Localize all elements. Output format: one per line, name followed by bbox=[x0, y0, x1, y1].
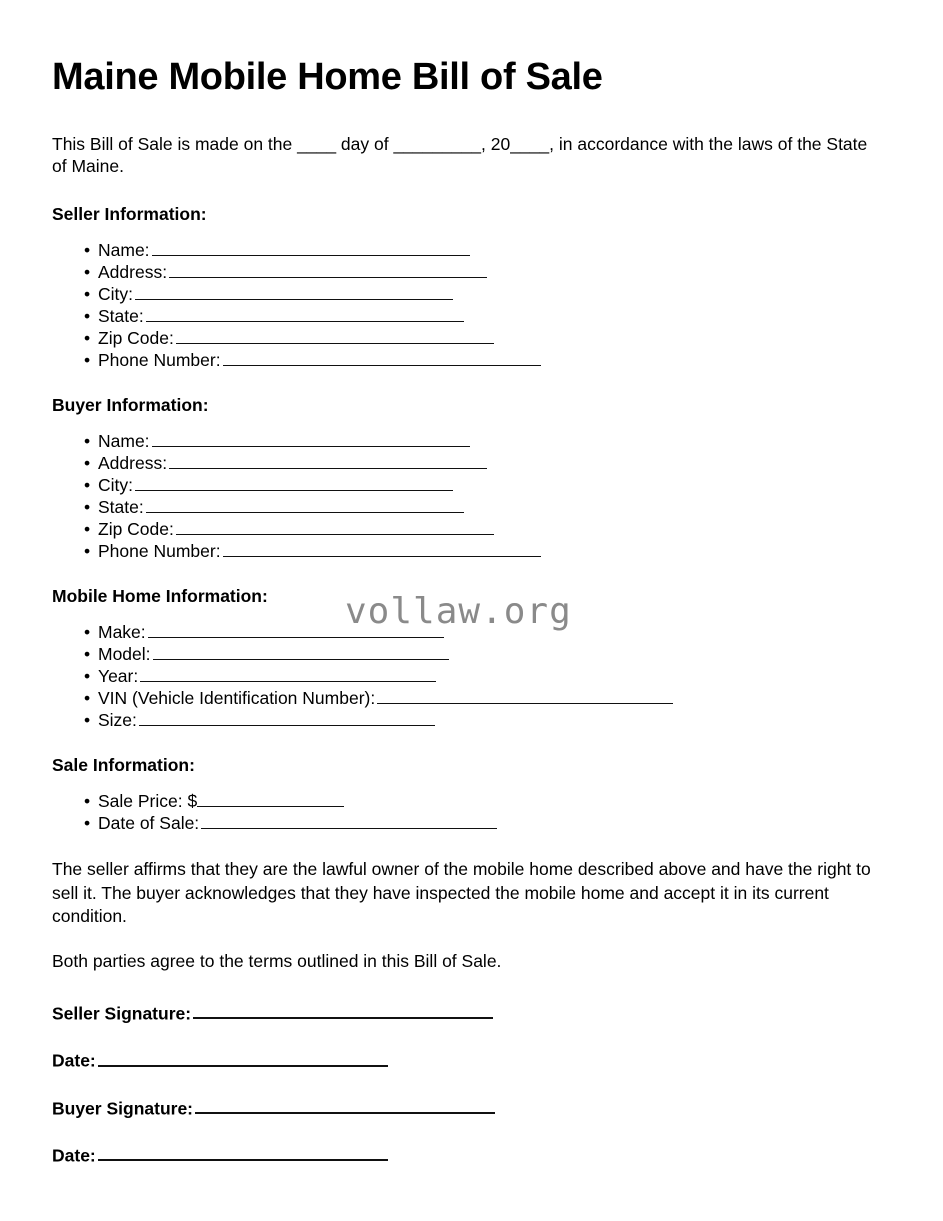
field-label: City: bbox=[98, 283, 133, 304]
field-blank-line[interactable] bbox=[197, 792, 344, 807]
signature-blank-line[interactable] bbox=[193, 1003, 493, 1019]
field-row bbox=[52, 621, 882, 643]
signature-row bbox=[52, 1145, 882, 1166]
field-label: Name: bbox=[98, 430, 150, 451]
field-label: Name: bbox=[98, 239, 150, 260]
field-label: State: bbox=[98, 497, 144, 517]
signature-row bbox=[52, 1050, 882, 1071]
signature-blank-line[interactable] bbox=[98, 1145, 388, 1161]
field-row bbox=[52, 261, 882, 283]
page-title: Maine Mobile Home Bill of Sale bbox=[52, 56, 603, 98]
watermark: vollaw.org bbox=[345, 591, 572, 632]
signature-blank-line[interactable] bbox=[98, 1050, 388, 1066]
seller-field-list bbox=[52, 239, 882, 371]
field-blank-line[interactable] bbox=[140, 667, 436, 682]
field-row bbox=[52, 540, 882, 562]
field-blank-line[interactable] bbox=[176, 328, 494, 343]
field-row bbox=[52, 430, 882, 452]
field-label: Year: bbox=[98, 666, 139, 687]
field-label: State: bbox=[98, 305, 144, 326]
field-blank-line[interactable] bbox=[377, 689, 673, 704]
buyer-field-list bbox=[52, 430, 882, 562]
section-heading-seller: Seller Information: bbox=[52, 203, 207, 224]
field-row bbox=[52, 327, 882, 349]
field-label: Phone Number: bbox=[98, 541, 221, 562]
field-blank-line[interactable] bbox=[153, 645, 449, 660]
field-row bbox=[52, 349, 882, 371]
field-blank-line[interactable] bbox=[169, 262, 487, 277]
field-row bbox=[52, 790, 882, 812]
field-row bbox=[52, 474, 882, 496]
intro-paragraph: This Bill of Sale is made on the ____ day of _________, 20____, in accordance with the laws of the State of Maine. bbox=[52, 133, 868, 177]
field-blank-line[interactable] bbox=[223, 350, 541, 365]
field-row bbox=[52, 518, 882, 540]
field-row bbox=[52, 709, 882, 731]
signature-row bbox=[52, 1003, 882, 1024]
field-row bbox=[52, 283, 882, 305]
field-blank-line[interactable] bbox=[201, 814, 497, 829]
field-row bbox=[52, 812, 882, 834]
field-row bbox=[52, 496, 882, 518]
field-label: Make: bbox=[98, 622, 146, 643]
field-label: Address: bbox=[98, 452, 168, 473]
field-label: Size: bbox=[98, 710, 137, 731]
field-blank-line[interactable] bbox=[135, 284, 453, 299]
field-blank-line[interactable] bbox=[146, 498, 464, 513]
field-blank-line[interactable] bbox=[146, 306, 464, 321]
field-row bbox=[52, 643, 882, 665]
signature-label: Date: bbox=[52, 1050, 96, 1071]
section-heading-buyer: Buyer Information: bbox=[52, 394, 209, 415]
field-row bbox=[52, 687, 882, 709]
field-label: Model: bbox=[98, 644, 151, 665]
field-row bbox=[52, 452, 882, 474]
field-label: VIN (Vehicle Identification Number): bbox=[98, 688, 376, 709]
field-blank-line[interactable] bbox=[169, 454, 487, 469]
signature-block bbox=[52, 1003, 882, 1166]
field-label: Phone Number: bbox=[98, 349, 221, 370]
field-label: Zip Code: bbox=[98, 519, 174, 540]
agreement-paragraph: Both parties agree to the terms outlined in this Bill of Sale. bbox=[52, 950, 502, 971]
field-blank-line[interactable] bbox=[152, 240, 470, 255]
document-content bbox=[52, 57, 882, 1192]
field-blank-line[interactable] bbox=[223, 542, 541, 557]
field-blank-line[interactable] bbox=[176, 520, 494, 535]
signature-blank-line[interactable] bbox=[195, 1098, 495, 1114]
field-label: Address: bbox=[98, 261, 168, 282]
field-row bbox=[52, 665, 882, 687]
field-blank-line[interactable] bbox=[148, 623, 444, 638]
sale-field-list bbox=[52, 790, 882, 834]
section-heading-mobile-home: Mobile Home Information: bbox=[52, 586, 268, 607]
signature-row bbox=[52, 1098, 882, 1119]
field-blank-line[interactable] bbox=[135, 476, 453, 491]
signature-label: Seller Signature: bbox=[52, 1003, 192, 1024]
field-label: Sale Price: $ bbox=[98, 791, 198, 812]
affirmation-paragraph: The seller affirms that they are the lawful owner of the mobile home described above and have the right to sell it. The buyer acknowledges that they have inspected the mobile home and accept it in its current condition. bbox=[52, 859, 871, 926]
field-label: City: bbox=[98, 474, 133, 495]
signature-label: Date: bbox=[52, 1145, 96, 1166]
field-label: Zip Code: bbox=[98, 327, 174, 348]
field-label: Date of Sale: bbox=[98, 813, 200, 834]
field-blank-line[interactable] bbox=[139, 711, 435, 726]
section-heading-sale: Sale Information: bbox=[52, 755, 195, 776]
field-row bbox=[52, 239, 882, 261]
field-blank-line[interactable] bbox=[152, 432, 470, 447]
mobile-home-field-list bbox=[52, 621, 882, 731]
signature-label: Buyer Signature: bbox=[52, 1097, 193, 1118]
field-row bbox=[52, 305, 882, 327]
